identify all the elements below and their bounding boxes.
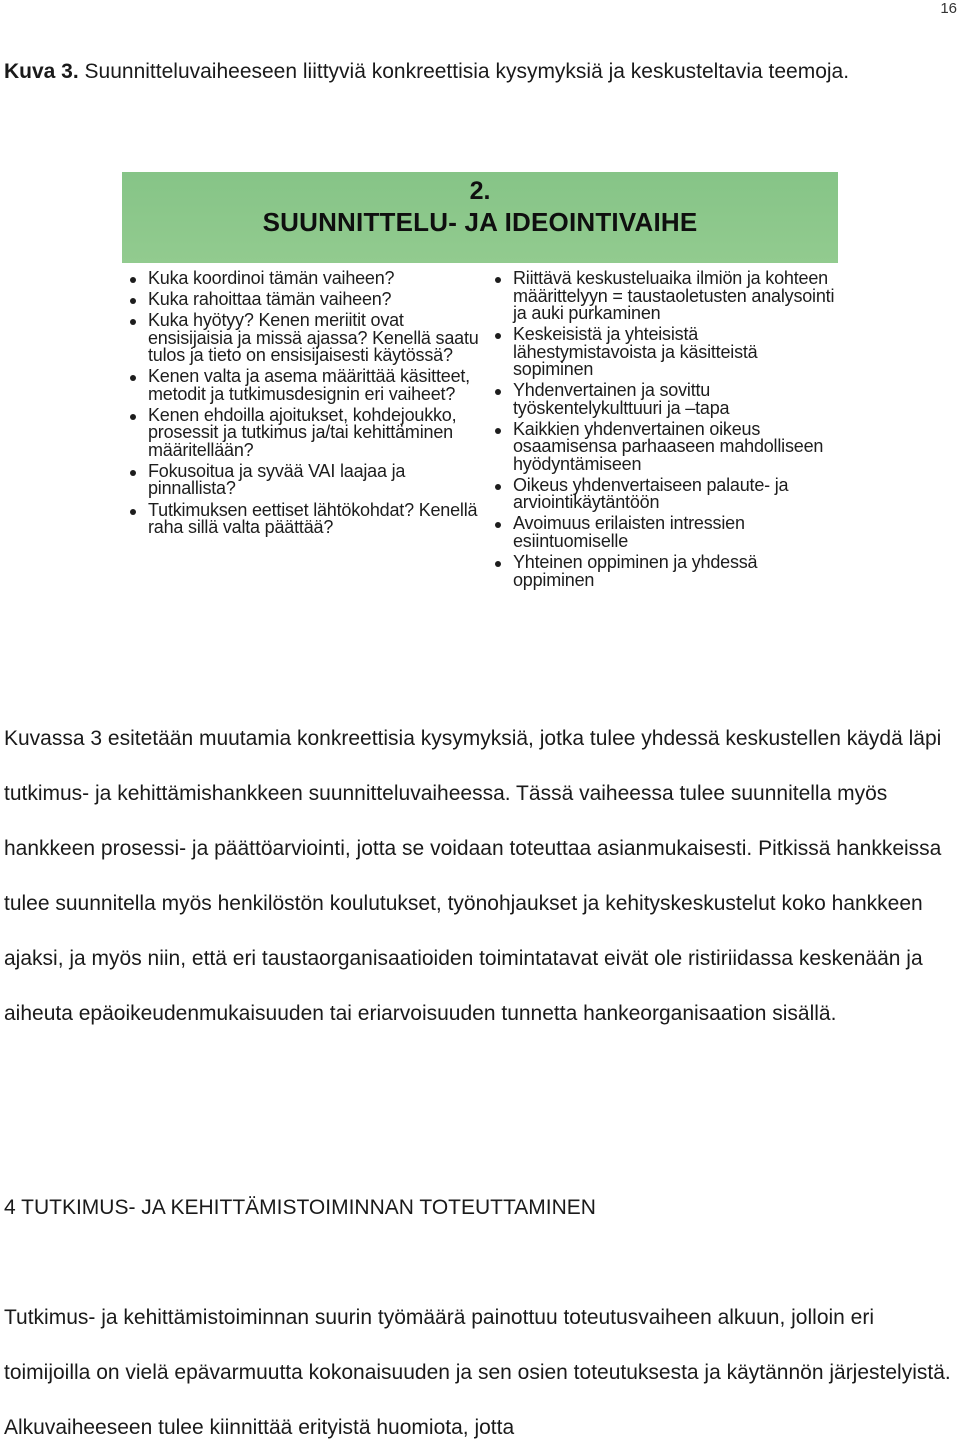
figure-planning-phase (122, 172, 838, 640)
list-item: Kuka koordinoi tämän vaiheen? (128, 270, 483, 288)
figure-header-title: SUUNNITTELU- JA IDEOINTIVAIHE (262, 207, 698, 237)
list-item: Tutkimuksen eettiset lähtökohdat? Kenellä raha sillä valta päättää? (128, 502, 483, 537)
list-item: Kaikkien yhdenvertainen oikeus osaamisensa parhaaseen mahdolliseen hyödyntämiseen (493, 421, 838, 474)
body-paragraph-2: Tutkimus- ja kehittämistoiminnan suurin työmäärä painottuu toteutusvaiheen alkuun, jolloin eri toimijoilla on vielä epävarmuutta kokonaisuuden ja sen osien toteutuksesta ja käytännön järjestelyistä. Alkuvaiheeseen tulee kiinnittää erityistä huomiota, jotta (4, 1306, 951, 1439)
list-item: Kuka hyötyy? Kenen meriitit ovat ensisijaisia ja missä ajassa? Kenellä saatu tulos ja tieto on ensisijaisesti käytössä? (128, 312, 483, 365)
figure-right-list (483, 270, 838, 593)
body-paragraph-1: Kuvassa 3 esitetään muutamia konkreettisia kysymyksiä, jotka tulee yhdessä keskustellen käydä läpi tutkimus- ja kehittämishankkeen suunnitteluvaiheessa. Tässä vaiheessa tulee suunnitella myös hankkeen prosessi- ja päättöarviointi, jotta se voidaan toteuttaa asianmukaisesti. Pitkissä hankkeissa tulee suunnitella myös henkilöstön koulutukset, työnohjaukset ja kehityskeskustelut koko hankkeen ajaksi, ja myös niin, että eri taustaorganisaatioiden toimintatavat eivät ole ristiriidassa keskenään ja aiheuta epäoikeudenmukaisuuden tai eriarvoisuuden tunnetta hankeorganisaation sisällä. (4, 727, 942, 1025)
list-item: Keskeisistä ja yhteisistä lähestymistavoista ja käsitteistä sopiminen (493, 326, 838, 379)
figure-header (122, 172, 838, 263)
figure-left-list (122, 270, 483, 593)
caption-text: Suunnitteluvaiheeseen liittyviä konkreettisia kysymyksiä ja keskusteltavia teemoja. (78, 60, 850, 83)
list-item: Fokusoitua ja syvää VAI laajaa ja pinnallista? (128, 463, 483, 498)
list-item: Yhdenvertainen ja sovittu työskentelykulttuuri ja –tapa (493, 382, 838, 417)
list-item: Oikeus yhdenvertaiseen palaute- ja arviointikäytäntöön (493, 477, 838, 512)
figure-caption (4, 44, 944, 99)
section-heading: 4 TUTKIMUS- JA KEHITTÄMISTOIMINNAN TOTEUTTAMINEN (4, 1196, 596, 1219)
page-number: 16 (940, 0, 957, 17)
list-item: Avoimuus erilaisten intressien esiintuomiselle (493, 515, 838, 550)
caption-label: Kuva 3. (4, 60, 79, 83)
figure-columns (122, 270, 838, 593)
list-item: Yhteinen oppiminen ja yhdessä oppiminen (493, 554, 838, 589)
list-item: Riittävä keskusteluaika ilmiön ja kohteen määrittelyyn = taustaoletusten analysointi ja auki purkaminen (493, 270, 838, 323)
list-item: Kenen valta ja asema määrittää käsitteet, metodit ja tutkimusdesignin eri vaiheet? (128, 368, 483, 403)
list-item: Kuka rahoittaa tämän vaiheen? (128, 291, 483, 309)
list-item: Kenen ehdoilla ajoitukset, kohdejoukko, prosessit ja tutkimus ja/tai kehittäminen määritellään? (128, 407, 483, 460)
figure-header-number: 2. (469, 177, 491, 205)
